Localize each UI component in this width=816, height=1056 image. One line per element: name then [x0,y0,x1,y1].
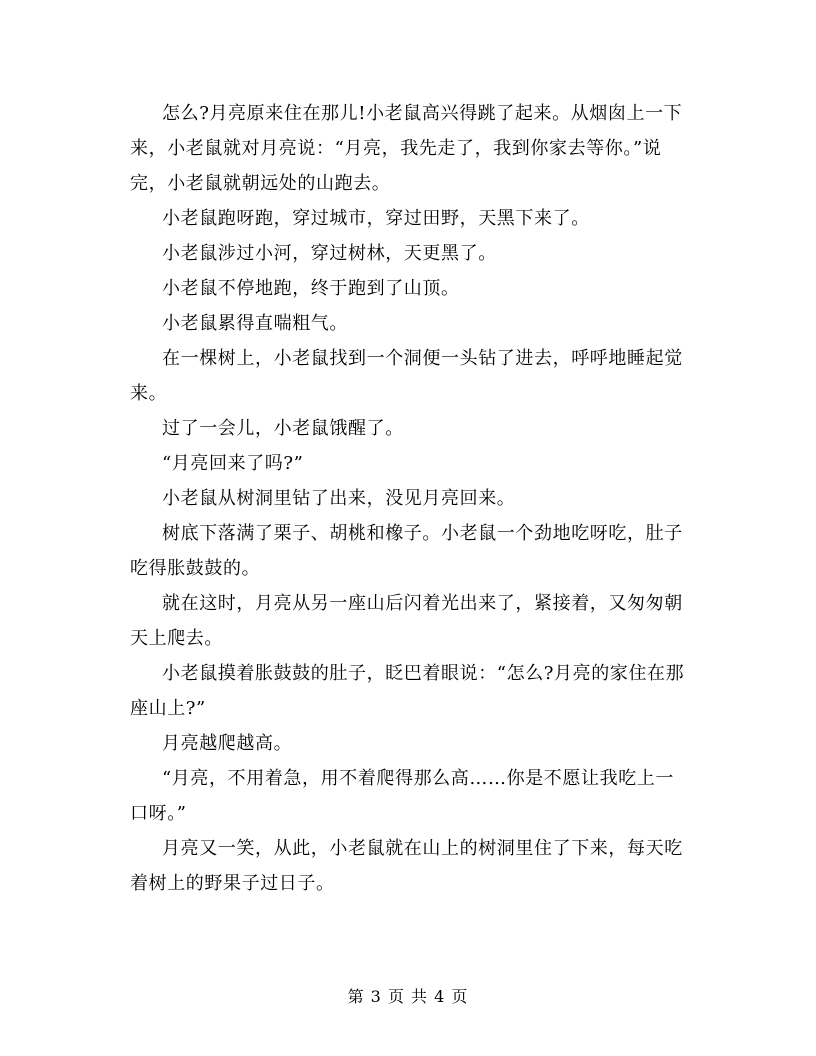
paragraph: 树底下落满了栗子、胡桃和橡子。小老鼠一个劲地吃呀吃，肚子吃得胀鼓鼓的。 [130,523,683,579]
paragraph: 小老鼠从树洞里钻了出来，没见月亮回来。 [162,488,516,509]
paragraph: 小老鼠不停地跑，终于跑到了山顶。 [162,278,460,299]
page-number-footer: 第 3 页 共 4 页 [347,987,469,1006]
paragraph: 就在这时，月亮从另一座山后闪着光出来了，紧接着，又匆匆朝天上爬去。 [130,593,683,649]
paragraph: 小老鼠累得直喘粗气。 [162,313,348,334]
paragraph: 怎么?月亮原来住在那儿!小老鼠高兴得跳了起来。从烟囱上一下来，小老鼠就对月亮说：“月亮，我先走了，我到你家去等你。”说完，小老鼠就朝远处的山跑去。 [130,103,683,194]
paragraph: 小老鼠涉过小河，穿过树林，天更黑了。 [162,243,497,264]
paragraph: 月亮又一笑，从此，小老鼠就在山上的树洞里住了下来，每天吃着树上的野果子过日子。 [130,838,683,894]
paragraph: 月亮越爬越高。 [162,733,293,754]
paragraph: “月亮回来了吗?” [162,453,304,474]
paragraph: “月亮，不用着急，用不着爬得那么高……你是不愿让我吃上一口呀。” [130,768,674,824]
paragraph: 小老鼠跑呀跑，穿过城市，穿过田野，天黑下来了。 [162,208,590,229]
paragraph: 小老鼠摸着胀鼓鼓的肚子，眨巴着眼说：“怎么?月亮的家住在那座山上?” [130,663,685,719]
paragraph: 过了一会儿，小老鼠饿醒了。 [162,418,404,439]
paragraph: 在一棵树上，小老鼠找到一个洞便一头钻了进去，呼呼地睡起觉来。 [130,348,683,404]
story-body [130,96,690,901]
